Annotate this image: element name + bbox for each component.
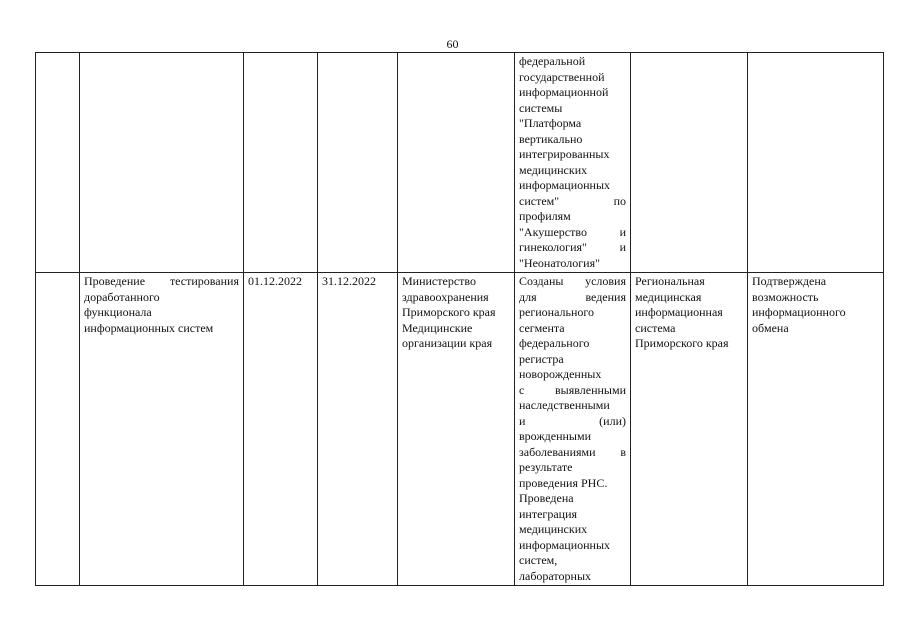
- result-line: "Платформа: [519, 116, 582, 130]
- cell-start-date: [244, 53, 318, 273]
- system-line: система: [635, 320, 676, 335]
- indicator-line: Подтверждена: [752, 274, 827, 288]
- result-line: новорожденных: [519, 367, 602, 381]
- cell-information-system: [631, 53, 748, 273]
- result-line: наследственными: [519, 398, 610, 412]
- result-line: федерального: [519, 336, 590, 350]
- result-line: регистра: [519, 351, 564, 366]
- cell-indicator: [748, 273, 884, 586]
- result-line: лабораторных: [519, 568, 592, 583]
- activity-line: Проведение тестирования: [84, 274, 239, 288]
- result-line: регионального: [519, 305, 595, 319]
- cell-number: [36, 273, 80, 586]
- cell-responsible: [398, 273, 515, 586]
- cell-result: [515, 53, 631, 273]
- cell-activity: [80, 273, 244, 586]
- result-line: Проведена: [519, 491, 574, 505]
- result-line: для ведения: [519, 289, 626, 304]
- cell-responsible: [398, 53, 515, 273]
- result-line: "Неонатология": [519, 255, 601, 270]
- activity-line: доработанного: [84, 289, 160, 304]
- system-line: Региональная: [635, 274, 705, 288]
- measures-table: [35, 52, 884, 586]
- result-line: информационной: [519, 85, 609, 99]
- indicator-line: информационного: [752, 305, 846, 319]
- responsible-line: Министерство: [402, 274, 476, 288]
- result-line: заболеваниями в: [519, 444, 626, 459]
- page-number: 60: [446, 37, 459, 51]
- result-line: федеральной: [519, 54, 586, 68]
- result-line: профилям: [519, 209, 571, 223]
- result-line: информационных: [519, 178, 611, 192]
- result-line: вертикально: [519, 131, 583, 146]
- cell-activity: [80, 53, 244, 273]
- indicator-line: обмена: [752, 320, 789, 335]
- cell-end-date: 31.12.2022: [318, 273, 398, 586]
- system-line: информационная: [635, 305, 723, 319]
- result-line: систем" по: [519, 193, 626, 208]
- table-row: [36, 273, 884, 586]
- result-line: Созданы условия: [519, 274, 626, 288]
- result-line: системы: [519, 100, 563, 115]
- result-line: "Акушерство и: [519, 224, 626, 239]
- system-line: медицинская: [635, 289, 702, 304]
- cell-end-date: [318, 53, 398, 273]
- result-line: сегмента: [519, 320, 565, 335]
- table-row: [36, 53, 884, 273]
- system-line: Приморского края: [635, 336, 729, 350]
- responsible-line: Медицинские: [402, 320, 473, 335]
- cell-indicator: [748, 53, 884, 273]
- result-line: информационных: [519, 537, 611, 552]
- activity-line: функционала: [84, 305, 152, 319]
- result-line: с выявленными: [519, 382, 626, 397]
- result-line: и (или): [519, 413, 626, 428]
- result-line: систем,: [519, 553, 558, 567]
- indicator-line: возможность: [752, 289, 819, 304]
- responsible-line: организации края: [402, 336, 493, 350]
- result-line: медицинских: [519, 162, 588, 177]
- responsible-line: здравоохранения: [402, 289, 489, 304]
- result-line: интегрированных: [519, 147, 610, 161]
- activity-line: информационных систем: [84, 320, 214, 335]
- cell-start-date: 01.12.2022: [244, 273, 318, 586]
- result-line: проведения РНС.: [519, 475, 608, 490]
- result-line: результате: [519, 460, 573, 474]
- result-line: врожденными: [519, 429, 592, 443]
- cell-result: [515, 273, 631, 586]
- result-line: медицинских: [519, 522, 588, 536]
- cell-information-system: [631, 273, 748, 586]
- responsible-line: Приморского края: [402, 305, 496, 319]
- cell-number: [36, 53, 80, 273]
- result-line: гинекология" и: [519, 240, 626, 254]
- result-line: государственной: [519, 69, 605, 84]
- result-line: интеграция: [519, 506, 578, 521]
